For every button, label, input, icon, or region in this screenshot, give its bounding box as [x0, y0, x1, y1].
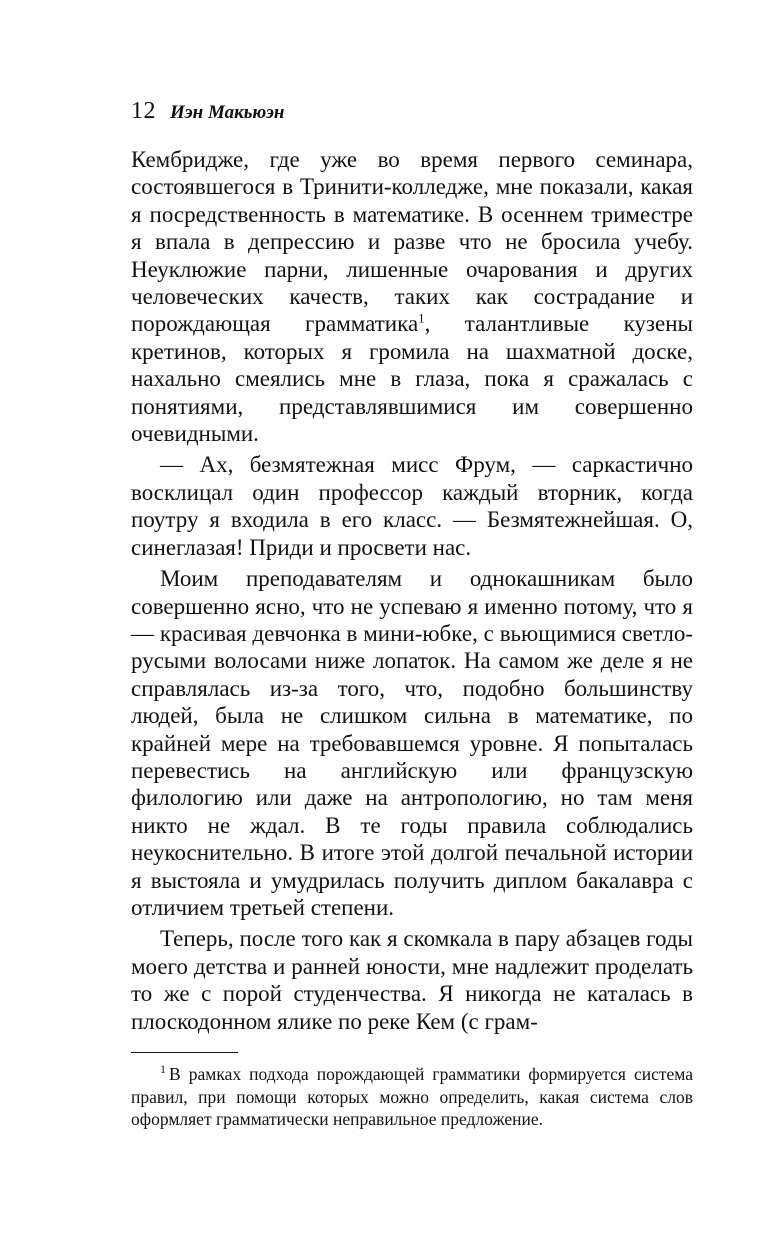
paragraph-3: Моим преподавателям и однокашникам было совершенно ясно, что не успеваю я именно потому, что я — красивая девчонка в мини-юбке, с вьющимися светло-русыми волосами ниже лопаток. На самом же деле я не справлялась из-за того, что, подобно большинству людей, была не слишком сильна в математике, по крайней мере на требовавшемся уровне. Я попыталась перевестись на английскую или французскую филологию или даже на антропологию, но там меня никто не ждал. В те годы правила соблюдались неукоснительно. В итоге этой долгой печальной истории я выстояла и умудрилась получить диплом бакалавра с отличием третьей степени. — [131, 566, 693, 920]
footnote-mark: 1 — [160, 1062, 166, 1077]
book-page — [131, 98, 693, 1131]
paragraph-2: — Ах, безмятежная мисс Фрум, — саркастично восклицал один профессор каждый вторник, когда поутру я входила в его класс. — Безмятежнейшая. О, синеглазая! Приди и просвети нас. — [131, 452, 693, 560]
paragraph-1-part-1: Кембридже, где уже во время первого семинара, состоявшегося в Тринити-колледже, мне показали, какая я посредственность в математике. В осеннем триместре я впала в депрессию и разве что не бросила учебу. Неуклюжие парни, лишенные очарования и других человеческих качеств, таких как сострадание и порождающая грамматика — [131, 147, 693, 337]
page-number: 12 — [131, 98, 156, 124]
footnote-text: В рамках подхода порождающей грамматики формируется система правил, при помощи которых можно определить, какая система слов оформляет грамматически неправильное предложение. — [131, 1064, 693, 1130]
paragraph-1 — [131, 146, 693, 447]
footnote — [131, 1063, 693, 1131]
body-text — [131, 146, 693, 1035]
footnote-reference: 1 — [418, 310, 425, 326]
paragraph-4: Теперь, после того как я скомкала в пару абзацев годы моего детства и ранней юности, мне надлежит проделать то же с порой студенчества. Я никогда не каталась в плоскодонном ялике по реке Кем (с грам- — [131, 926, 693, 1034]
footnote-separator — [131, 1052, 238, 1053]
running-title: Иэн Макьюэн — [170, 102, 285, 123]
page-header — [131, 98, 693, 138]
paragraph-1-part-2: , талантливые кузены кретинов, которых я громила на шахматной доске, нахально смеялись мне в глаза, пока я сражалась с понятиями, представлявшимися им совершенно очевидными. — [131, 311, 693, 447]
